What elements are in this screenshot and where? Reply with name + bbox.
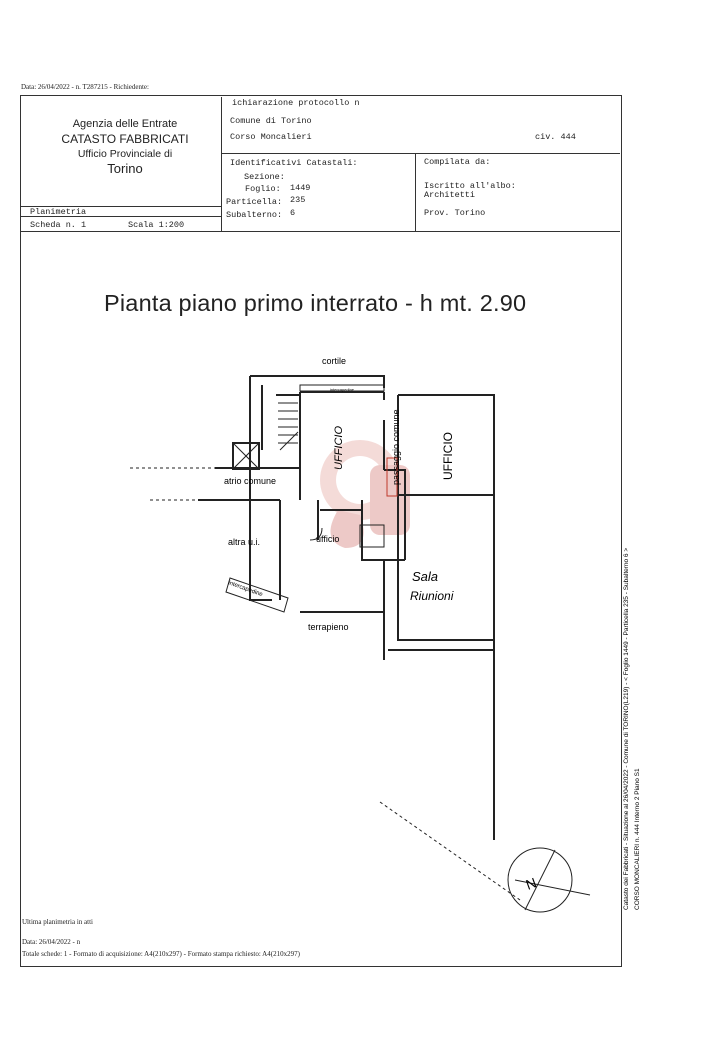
subalterno-value: 6 — [290, 208, 296, 218]
agency-name: Agenzia delle Entrate — [72, 118, 178, 130]
label-terrapieno: terrapieno — [308, 622, 349, 632]
address-street: Corso Moncalieri — [230, 132, 312, 142]
label-atrio-comune: atrio comune — [224, 476, 277, 486]
side-note-line2: CORSO MONCALIERI n. 444 Interno 2 Piano S1 — [634, 768, 641, 910]
particella-value: 235 — [290, 195, 306, 205]
planimetria-label: Planimetria — [30, 207, 87, 217]
iscritto-label: Iscritto all'albo: — [424, 181, 516, 191]
comune-label: Comune di Torino — [230, 116, 312, 126]
scheda-label: Scheda n. 1 — [30, 220, 87, 230]
agency-catasto: CATASTO FABBRICATI — [61, 132, 189, 146]
side-note-line1: Catasto dei Fabbricati - Situazione al 26/04/2022 - Comune di TORINO(L219) - < Foglio 1449 - Particella 235 - Subalterno 6 > — [623, 547, 630, 910]
north-arrow-icon — [508, 848, 590, 912]
label-ufficio-vertical-2: UFFICIO — [441, 432, 455, 480]
prov-label: Prov. Torino — [424, 208, 486, 218]
dichiarazione-label: ichiarazione protocollo n — [232, 98, 360, 108]
label-ufficio-vertical-1: UFFICIO — [333, 426, 345, 470]
subalterno-label: Subalterno: — [226, 210, 283, 220]
top-request-note: Data: 26/04/2022 - n. T287215 - Richiedente: — [21, 83, 149, 91]
scala-label: Scala 1:200 — [128, 220, 185, 230]
label-intercapedine-top: intercapedine — [330, 387, 355, 392]
foglio-label: Foglio: — [245, 184, 281, 194]
footer-data: Data: 26/04/2022 - n — [22, 938, 81, 946]
label-sala: Sala — [412, 569, 439, 584]
footer-totale: Totale schede: 1 - Formato di acquisizione: A4(210x297) - Formato stampa richiesto: A4(210x297) — [22, 950, 300, 958]
label-riunioni: Riunioni — [410, 589, 454, 603]
label-ufficio: ufficio — [316, 534, 340, 544]
north-arrow-label: N — [523, 874, 539, 893]
label-altra-ui: altra u.i. — [228, 537, 261, 547]
label-passaggio-comune: passaggio comune — [391, 409, 401, 485]
footer-ultima: Ultima planimetria in atti — [22, 918, 93, 926]
compilata-label: Compilata da: — [424, 157, 491, 167]
foglio-value: 1449 — [290, 183, 311, 193]
label-intercapedine-low: intercapedine — [227, 580, 264, 599]
particella-label: Particella: — [226, 197, 283, 207]
label-cortile: cortile — [322, 356, 347, 366]
agency-city: Torino — [107, 161, 143, 176]
identificativi-label: Identificativi Catastali: — [230, 158, 358, 168]
sezione-label: Sezione: — [244, 172, 285, 182]
architetti-label: Architetti — [424, 190, 476, 200]
plan-title: Pianta piano primo interrato - h mt. 2.90 — [104, 290, 527, 316]
agency-office: Ufficio Provinciale di — [77, 148, 173, 160]
address-civic: civ. 444 — [535, 132, 576, 142]
